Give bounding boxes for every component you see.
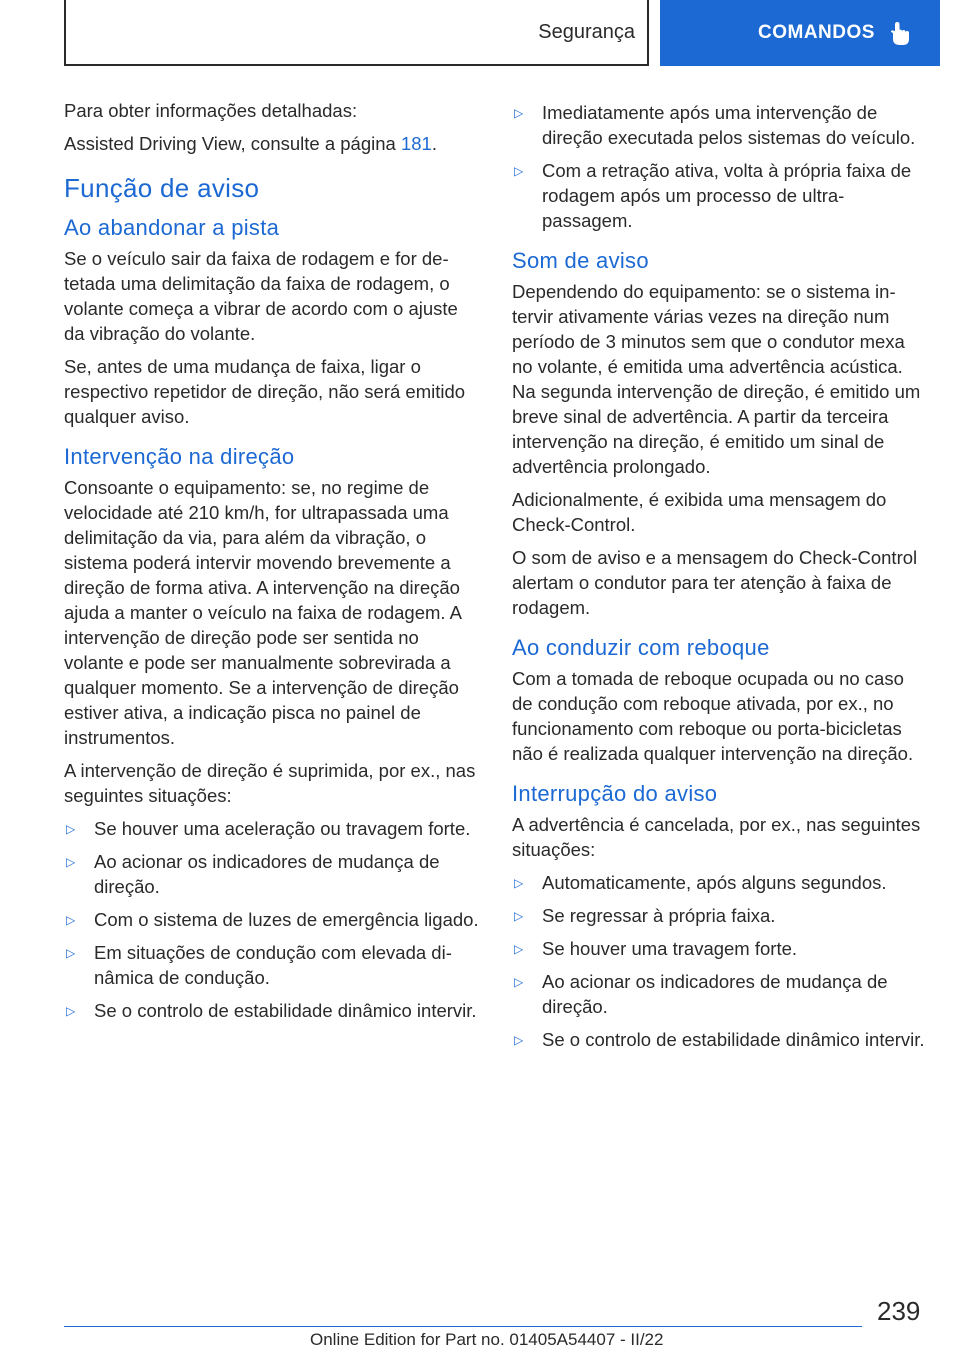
list-item: ▷ Imediatamente após uma intervenção de direção executada pelos sistemas do veículo. — [514, 102, 916, 148]
paragraph-reboque: Com a tomada de reboque ocupada ou no caso de condução com reboque ativada, por ex., no funcionamento com reboque ou porta-bicicletas não é realizada qualquer intervenção na direção. — [512, 668, 914, 764]
triangle-bullet-icon: ▷ — [66, 913, 76, 927]
list-item: ▷ Se houver uma aceleração ou travagem forte. — [64, 816, 480, 841]
triangle-bullet-icon: ▷ — [514, 975, 524, 989]
header-section-box — [64, 0, 649, 66]
reference-end: . — [431, 133, 437, 154]
header-section-title: Segurança — [538, 20, 635, 43]
paragraph-som-3: O som de aviso e a mensagem do Check-Control alertam o condutor para ter atenção à faixa de rodagem. — [512, 547, 918, 618]
footer-edition-text: Online Edition for Part no. 01405A54407 - II/22 — [310, 1330, 664, 1349]
list-item: ▷ Automaticamente, após alguns segundos. — [512, 870, 928, 895]
heading-funcao-de-aviso: Função de aviso — [64, 173, 260, 203]
heading-ao-conduzir-com-reboque: Ao conduzir com reboque — [512, 635, 770, 660]
triangle-bullet-icon: ▷ — [66, 855, 76, 869]
triangle-bullet-icon: ▷ — [514, 106, 524, 120]
page-number: 239 — [877, 1296, 921, 1326]
list-item: ▷ Com a retração ativa, volta à própria faixa de rodagem após um processo de ultrapassagem. — [514, 160, 912, 231]
triangle-bullet-icon: ▷ — [514, 942, 524, 956]
list-item: ▷ Ao acionar os indicadores de mudança de direção. — [514, 971, 888, 1017]
heading-intervencao-na-direcao: Intervenção na direção — [64, 444, 295, 469]
header-chapter-title: COMANDOS — [758, 22, 875, 43]
list-suppression-continued — [512, 100, 928, 233]
list-item: ▷ Se regressar à própria faixa. — [512, 903, 928, 928]
list-item: ▷ Em situações de condução com elevada dinâmica de condução. — [66, 942, 452, 988]
triangle-bullet-icon: ▷ — [514, 164, 524, 178]
paragraph-abandonar-2: Se, antes de uma mudança de faixa, ligar o respectivo repetidor de direção, não será emitido qualquer aviso. — [64, 356, 466, 427]
list-suppression-situations — [64, 816, 480, 1023]
triangle-bullet-icon: ▷ — [514, 1033, 524, 1047]
triangle-bullet-icon: ▷ — [66, 1004, 76, 1018]
triangle-bullet-icon: ▷ — [66, 822, 76, 836]
heading-som-de-aviso: Som de aviso — [512, 248, 649, 273]
triangle-bullet-icon: ▷ — [514, 876, 524, 890]
paragraph-interrupcao: A advertência é cancelada, por ex., nas seguintes situações: — [512, 814, 921, 860]
paragraph-som-1: Dependendo do equipamento: se o sistema intervir ativamente várias vezes na direção num período de 3 minutos sem que o condutor mexa no volante, é emitida uma advertência acústica. Na segunda intervenção de direção, é emitido um breve sinal de advertência. A partir da terceira intervenção na direção, é emitido um sinal de advertência prolongado. — [512, 281, 921, 477]
right-column — [512, 100, 928, 1060]
list-cancellation-situations — [512, 870, 928, 1052]
list-item: ▷ Com o sistema de luzes de emergência ligado. — [64, 907, 480, 932]
list-item: ▷ Ao acionar os indicadores de mudança de direção. — [66, 851, 440, 897]
triangle-bullet-icon: ▷ — [66, 946, 76, 960]
left-column — [64, 98, 480, 1031]
list-item: ▷ Se o controlo de estabilidade dinâmico intervir. — [64, 998, 480, 1023]
paragraph-intervencao-2: A intervenção de direção é suprimida, por ex., nas seguintes situações: — [64, 760, 476, 806]
footer-divider — [64, 1326, 862, 1327]
paragraph-intervencao-1: Consoante o equipamento: se, no regime de velocidade até 210 km/h, for ultrapassada uma delimitação da via, para além da vibração, o sistema poderá intervir movendo brevemente a direção de forma ativa. A intervenção na direção ajuda a manter o veículo na faixa de rodagem. A intervenção de direção pode ser sentida no volante e pode ser manualmente sobrevirada a qualquer momento. Se a intervenção de direção estiver ativa, a indicação pisca no painel de instrumentos. — [64, 477, 461, 748]
triangle-bullet-icon: ▷ — [514, 909, 524, 923]
reference-paragraph — [64, 131, 480, 156]
list-item: ▷ Se houver uma travagem forte. — [512, 936, 928, 961]
header-chapter-tab — [660, 0, 940, 66]
heading-interrupcao-do-aviso: Interrupção do aviso — [512, 781, 718, 806]
heading-ao-abandonar-a-pista: Ao abandonar a pista — [64, 215, 280, 240]
hand-pointer-icon — [889, 20, 911, 46]
paragraph-abandonar-1: Se o veículo sair da faixa de rodagem e for detetada uma delimitação da faixa de rodagem, o volante começa a vibrar de acordo com o ajuste da vibração do volante. — [64, 248, 458, 344]
reference-text: Assisted Driving View, consulte a página — [64, 133, 401, 154]
paragraph-som-2: Adicionalmente, é exibida uma mensagem do Check-Control. — [512, 489, 887, 535]
intro-paragraph: Para obter informações detalhadas: — [64, 100, 358, 121]
page-reference-link[interactable]: 181 — [400, 133, 432, 154]
list-item: ▷ Se o controlo de estabilidade dinâmico intervir. — [512, 1027, 928, 1052]
